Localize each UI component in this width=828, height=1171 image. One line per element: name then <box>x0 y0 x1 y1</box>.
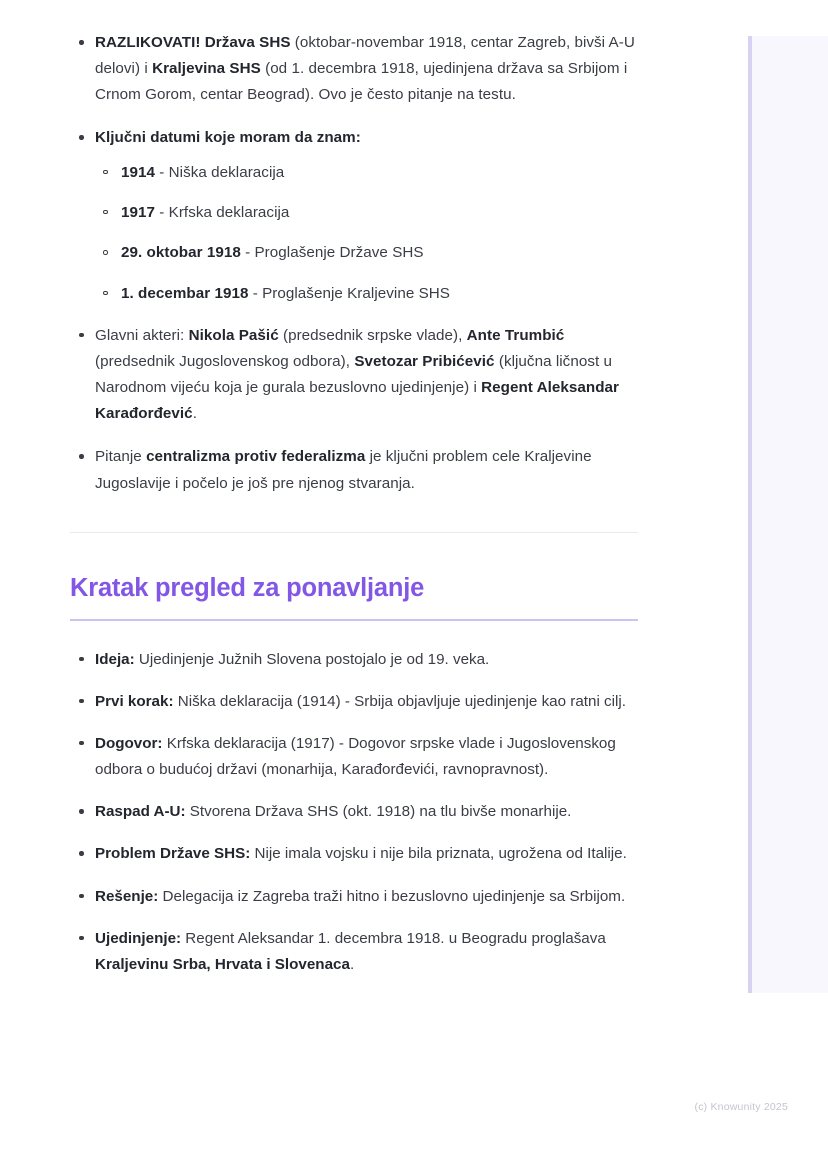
emphasis-text: Regent Aleksandar Karađorđević <box>95 379 620 423</box>
heading-underline <box>70 619 638 621</box>
body-text: je ključni problem cele Kraljevine Jugoslavije i počelo je još pre njenog stvaranja. <box>95 448 592 492</box>
emphasis-text: 1917 <box>121 203 155 221</box>
list-item <box>70 323 638 428</box>
list-item <box>70 30 638 108</box>
body-text: - Proglašenje Kraljevine SHS <box>248 284 450 302</box>
body-text: (ključna ličnost u Narodnom vijeću koja je gurala bezuslovno ujedinjenje) i <box>95 352 612 397</box>
emphasis-text: Raspad A-U: <box>95 803 186 821</box>
body-text: Nije imala vojsku i nije bila priznata, ugrožena od Italije. <box>250 845 627 863</box>
body-text: Pitanje <box>95 448 147 466</box>
page-title: Kratak pregled za ponavljanje <box>70 573 425 602</box>
body-text: Stvorena Država SHS (okt. 1918) na tlu bivše monarhije. <box>185 803 572 821</box>
emphasis-text: Problem Države SHS: <box>95 845 251 863</box>
list-item <box>70 799 638 825</box>
section-divider <box>70 532 638 533</box>
emphasis-text: 1914 <box>121 163 155 181</box>
emphasis-text: RAZLIKOVATI! Država SHS <box>95 34 291 51</box>
body-text: (predsednik srpske vlade), <box>278 326 467 344</box>
emphasis-text: Ključni datumi koje moram da znam: <box>95 129 361 147</box>
body-text: Niška deklaracija (1914) - Srbija objavljuje ujedinjenje kao ratni cilj. <box>173 692 626 710</box>
list-item <box>70 731 638 783</box>
body-text: . <box>349 955 355 973</box>
body-text: Glavni akteri: <box>95 326 189 344</box>
key-dates-sublist <box>95 161 638 306</box>
emphasis-text: Kraljevinu Srba, Hrvata i Slovenaca <box>95 955 350 973</box>
emphasis-text: Kraljevina SHS <box>152 60 261 78</box>
emphasis-text: Prvi korak: <box>95 692 174 710</box>
list-item <box>70 926 638 978</box>
body-text: - Niška deklaracija <box>155 163 285 181</box>
emphasis-text: Svetozar Pribićević <box>354 352 495 370</box>
emphasis-text: 29. oktobar 1918 <box>121 244 241 262</box>
body-text: - Krfska deklaracija <box>155 203 290 221</box>
emphasis-text: Ujedinjenje: <box>95 929 182 947</box>
emphasis-text: Ante Trumbić <box>466 326 565 344</box>
list-item <box>70 444 638 496</box>
sublist-item <box>95 282 638 306</box>
body-text: Krfska deklaracija (1917) - Dogovor srpske vlade i Jugoslovenskog odbora o budućoj državi (monarhija, Karađorđevići, ravnopravnost). <box>95 734 616 779</box>
body-text: - Proglašenje Države SHS <box>240 244 424 262</box>
list-item <box>70 647 638 673</box>
list-item <box>70 841 638 867</box>
footer-copyright: (c) Knowunity 2025 <box>694 1101 788 1113</box>
list-item <box>70 125 638 305</box>
summary-list <box>70 647 638 978</box>
emphasis-text: Rešenje: <box>95 887 159 905</box>
right-page-strip <box>748 36 828 993</box>
key-points-list <box>70 30 638 497</box>
body-text: . <box>192 405 197 423</box>
emphasis-text: centralizma protiv federalizma <box>146 448 366 466</box>
sublist-item <box>95 161 638 185</box>
emphasis-text: Ideja: <box>95 650 135 668</box>
emphasis-text: 1. decembar 1918 <box>121 284 249 302</box>
body-text: Delegacija iz Zagreba traži hitno i bezuslovno ujedinjenje sa Srbijom. <box>158 887 626 905</box>
body-text: Ujedinjenje Južnih Slovena postojalo je od 19. veka. <box>134 650 490 668</box>
list-item <box>70 884 638 910</box>
list-item <box>70 689 638 715</box>
emphasis-text: Dogovor: <box>95 734 163 752</box>
body-text: (oktobar-novembar 1918, centar Zagreb, bivši A-U delovi) i <box>95 34 635 78</box>
body-text: (od 1. decembra 1918, ujedinjena država sa Srbijom i Crnom Gorom, centar Beograd). Ovo je često pitanje na testu. <box>95 60 628 104</box>
emphasis-text: Nikola Pašić <box>188 326 279 344</box>
document-content <box>70 30 638 994</box>
sublist-item <box>95 201 638 225</box>
body-text: (predsednik Jugoslovenskog odbora), <box>95 352 355 370</box>
body-text: Regent Aleksandar 1. decembra 1918. u Beogradu proglašava <box>181 929 606 947</box>
sublist-item <box>95 241 638 265</box>
